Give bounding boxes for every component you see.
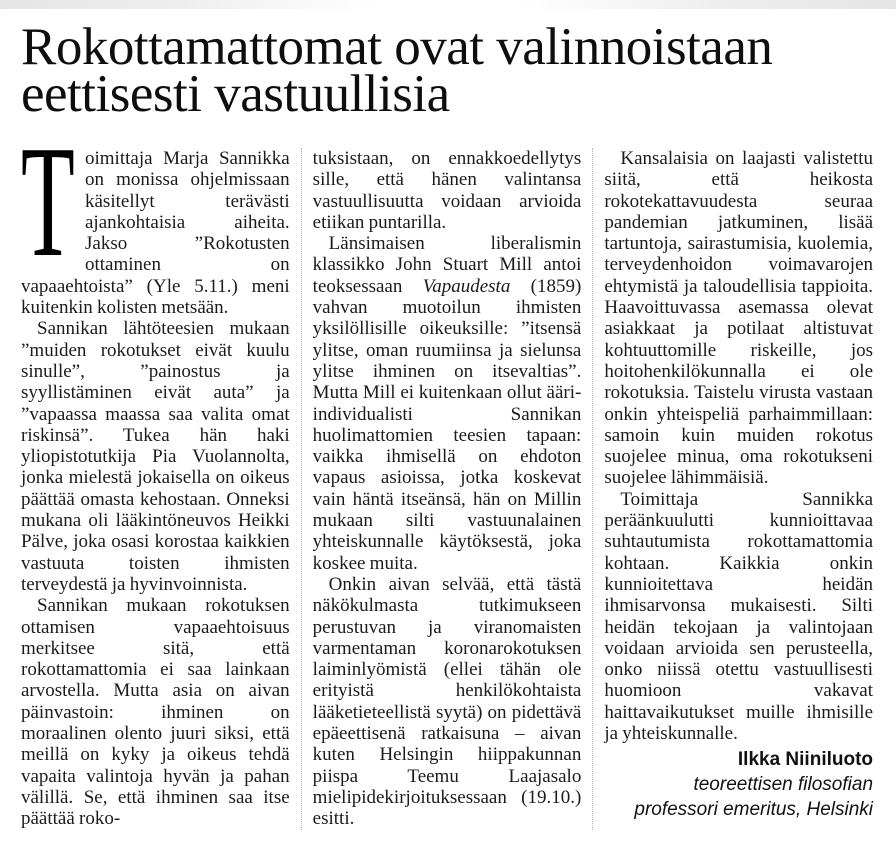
article-column-2 (301, 148, 593, 830)
paragraph-2: Sannikan lähtöteesien mukaan ”muiden rokotukset eivät kuulu sinulle”, ”painostus ja syyllistäminen eivät auta” ja ”vapaassa maassa saa valita omat riskinsä”. Tukea hän haki yliopistotutkija Pia Vuolannolta, jonka mielestä jokaisella on oikeus päättää omasta kehostaan. Onneksi mukana oli lääkintöneuvos Heikki Pälve, joka osasi korostaa kaikkien vastuuta toisten ihmisten terveydestä ja hyvinvoinnista. (21, 318, 290, 595)
book-title: Vapaudesta (422, 275, 511, 297)
page-edge-shading (0, 0, 896, 9)
paragraph-4 (313, 233, 582, 574)
paragraph-3: Sannikan mukaan rokotuksen ottamisen vapaaehtoisuus merkitsee sitä, että rokottamattomia ei saa lainkaan arvostella. Mutta asia on aivan päinvastoin: ihminen on moraalinen olento juuri siksi, että meillä on kyky ja oikeus tehdä vapaita valintoja hyvän ja pahan välillä. Se, että ihminen saa itse päättää roko- (21, 595, 290, 830)
byline-location: professori emeritus, Helsinki (634, 799, 874, 821)
article-body (12, 112, 884, 830)
headline-line-1: Rokottamattomat ovat valinnoistaan (21, 18, 773, 76)
article-column-3 (592, 148, 884, 830)
paragraph-1-text: oimittaja Marja Sannikka on monissa ohjelmissaan käsitellyt terävästi ajankohtaisia aiheita. Jakso ”Rokotusten ottaminen on vapaaehtoista” (Yle 5.11.) meni kuitenkin kolisten metsään. (21, 148, 290, 319)
byline (604, 747, 873, 822)
drop-cap-letter: T (21, 112, 75, 290)
article-column-1 (12, 112, 301, 830)
paragraph-4-text-before: Länsimaisen liberalismin klassikko John Stuart Mill antoi teoksessaan (312, 233, 582, 297)
paragraph-6: Kansalaisia on laajasti valistettu siitä, että heikosta rokotekattavuudesta seuraa pandemian jatkuminen, lisää tartuntoja, sairastumisia, kuolemia, terveydenhoidon voimavarojen ehtymistä ja taloudellisia tappioita. Haavoittuvassa asemassa olevat asiakkaat ja potilaat altistuvat kohtuuttomille riskeille, jos hoitohenkilökunnalla ei ole rokotuksia. Taistelu virusta vastaan onkin yhteispeliä parhaimmillaan: samoin kuin muiden rokotus suojelee minua, oma rokotukseni suojelee lähimmäisiä. (604, 148, 874, 489)
paragraph-4-text-after: (1859) vahvan muotoilun ihmisten yksilöllisille oikeuksille: ”itsensä ylitse, oman ruumiinsa ja sielunsa ylitse ihminen on itsevaltias”. Mutta Mill ei kuitenkaan ollut ääri-individualisti Sannikan huolimattomien teesien tapaan: vaikka ihmisellä on ehdoton vapaus asioissa, jotka koskevat vain häntä itseänsä, hän on Millin mukaan silti vastuunalainen yhteiskunnalle käytöksestä, joka koskee muita. (312, 275, 582, 574)
paragraph-7: Toimittaja Sannikka peräänkuulutti kunnioittavaa suhtautumista rokottamattomia kohtaan. Kaikkia onkin kunnioitettava heidän ihmisarvonsa mukaisesti. Silti heidän tekojaan ja valintojaan voidaan arvioida sen perusteella, onko niissä otettu vastuullisesti huomioon vakavat haittavaikutukset muille ihmisille ja yhteiskunnalle. (604, 488, 874, 745)
paragraph-1 (21, 112, 290, 319)
paragraph-5: Onkin aivan selvää, että tästä näkökulmasta tutkimukseen perustuvan ja viranomaisten varmentaman koronarokotuksen laiminlyömistä (ellei tähän ole erityistä henkilökohtaista lääketieteellistä syytä) on pidettävä epäeettisenä ratkaisuna – aivan kuten Helsingin hiippakunnan piispa Teemu Laajasalo mielipidekirjoituksessaan (19.10.) esitti. (312, 573, 582, 830)
paragraph-3-continued: tuksistaan, on ennakkoedellytys sille, että hänen valintansa vastuullisuutta voidaan arvioida etiikan puntarilla. (312, 148, 582, 233)
byline-author: Ilkka Niiniluoto (737, 749, 874, 771)
article-headline (21, 18, 881, 123)
headline-line-2: eettisesti vastuullisia (21, 65, 450, 123)
byline-role: teoreettisen filosofian (693, 774, 874, 796)
